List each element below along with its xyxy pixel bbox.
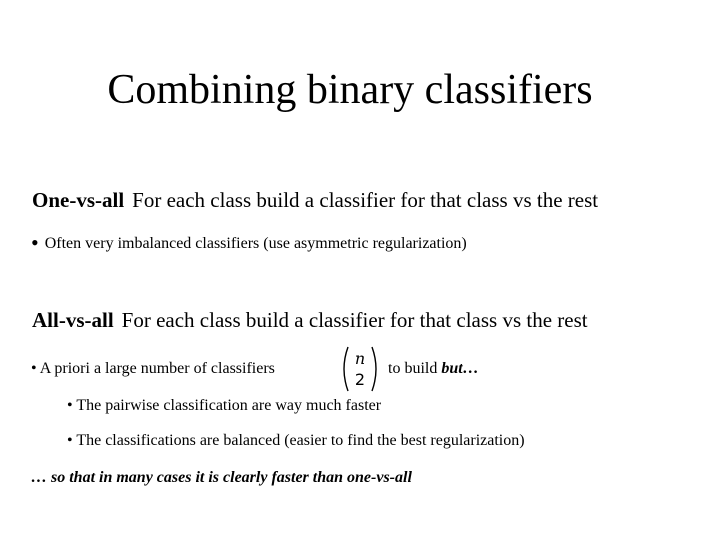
- slide-title: Combining binary classifiers: [107, 67, 593, 113]
- bullet-glyph: •: [31, 230, 39, 255]
- to-build-text: [388, 358, 479, 380]
- all-vs-all-description: For each class build a classifier for that class vs the rest: [121, 308, 588, 332]
- right-paren: [372, 347, 376, 391]
- all-vs-all-term: All-vs-all: [32, 308, 114, 332]
- one-vs-all-description: For each class build a classifier for that class vs the rest: [132, 188, 599, 212]
- one-vs-all-bullet: [31, 232, 467, 255]
- priori-bullet: • A priori a large number of classifiers: [31, 360, 275, 377]
- to-build-label: to build: [388, 360, 438, 377]
- sub-bullet-balanced: • The classifications are balanced (easier to find the best regularization): [67, 432, 525, 449]
- but-label: but…: [441, 360, 479, 377]
- binomial-coefficient: [341, 344, 379, 394]
- one-vs-all-term: One-vs-all: [32, 188, 125, 212]
- one-vs-all-heading: [32, 187, 598, 213]
- binomial-top: n: [354, 349, 366, 368]
- binomial-bottom: 2: [354, 370, 366, 389]
- conclusion-text: … so that in many cases it is clearly faster than one-vs-all: [31, 469, 412, 486]
- all-vs-all-heading: [32, 307, 588, 333]
- sub-bullet-faster: • The pairwise classification are way much faster: [67, 397, 382, 414]
- left-paren: [344, 347, 348, 391]
- one-vs-all-note: Often very imbalanced classifiers (use asymmetric regularization): [44, 235, 467, 252]
